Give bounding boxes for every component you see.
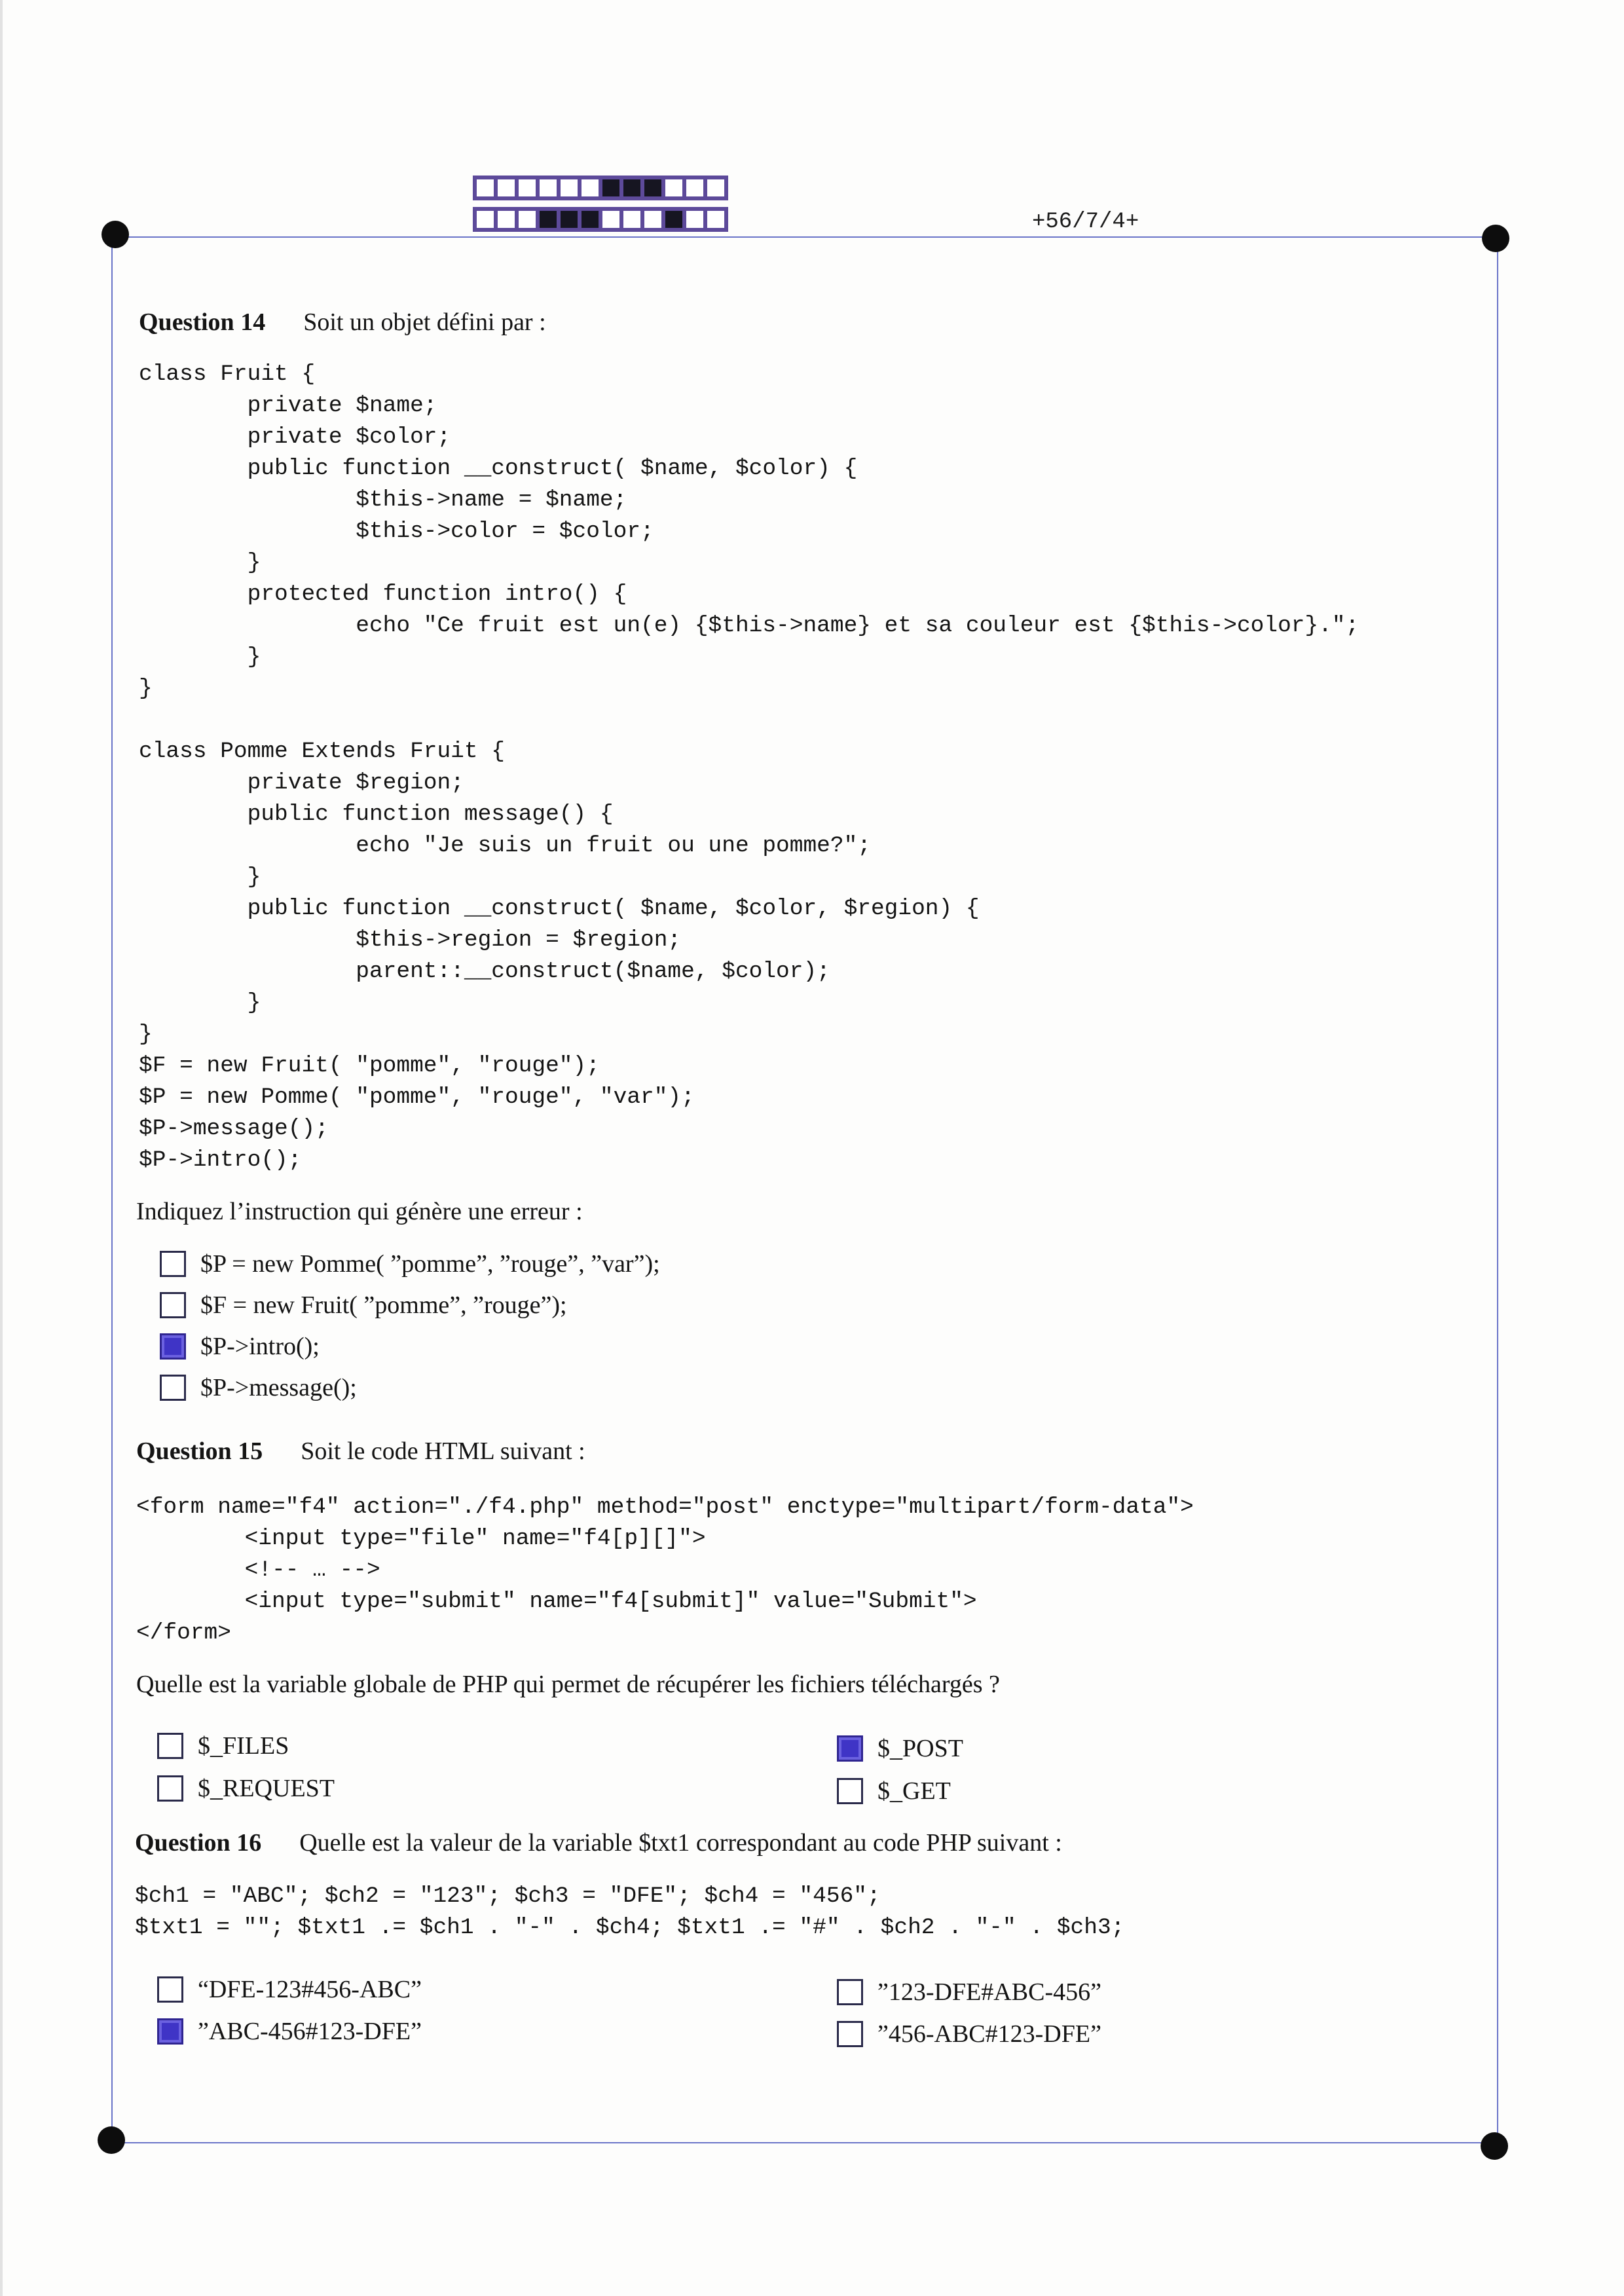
frame-right-line — [1497, 236, 1498, 2143]
q16-option-4-checkbox[interactable] — [837, 2021, 863, 2047]
q16-option-1-checkbox[interactable] — [157, 1976, 183, 2003]
q15-option-post-label: $_POST — [877, 1735, 963, 1762]
code-line: <input type="file" name="f4[p][]"> — [136, 1526, 706, 1551]
code-line: echo "Ce fruit est un(e) {$this->name} et sa couleur est {$this->color}."; — [139, 613, 1359, 639]
question-16-number: Question 16 — [135, 1829, 262, 1857]
barcode-row-top — [473, 176, 728, 200]
code-line: $P = new Pomme( "pomme", "rouge", "var"); — [139, 1084, 695, 1110]
barcode-cell — [496, 177, 517, 198]
barcode-cell — [580, 209, 600, 230]
question-15-header — [136, 1437, 585, 1466]
q15-option-files[interactable] — [157, 1731, 289, 1760]
code-line: public function __construct( $name, $color, $region) { — [139, 896, 980, 921]
q15-option-request[interactable] — [157, 1774, 335, 1803]
barcode-cell — [517, 209, 538, 230]
code-line: $ch1 = "ABC"; $ch2 = "123"; $ch3 = "DFE"; $ch4 = "456"; — [135, 1883, 881, 1909]
q16-option-3-label: ”ABC-456#123-DFE” — [198, 2018, 422, 2045]
code-line: private $color; — [139, 424, 451, 450]
code-line: <form name="f4" action="./f4.php" method="post" enctype="multipart/form-data"> — [136, 1494, 1194, 1520]
q14-option-1-label: $P = new Pomme( ”pomme”, ”rouge”, ”var”); — [200, 1250, 660, 1278]
question-15-prompt: Quelle est la variable globale de PHP qui permet de récupérer les fichiers téléchargés ? — [136, 1671, 1000, 1698]
code-line: public function __construct( $name, $color) { — [139, 456, 858, 481]
barcode-cell — [475, 209, 496, 230]
question-15-number: Question 15 — [136, 1437, 263, 1465]
barcode-cell — [621, 209, 642, 230]
corner-marker-top-right — [1482, 225, 1509, 252]
q16-option-3-checkbox[interactable] — [157, 2018, 183, 2045]
q16-option-2[interactable] — [837, 1978, 1101, 2007]
frame-left-line — [111, 236, 113, 2143]
q14-option-3[interactable] — [160, 1332, 320, 1361]
code-line: <!-- … --> — [136, 1557, 380, 1583]
code-line: $this->region = $region; — [139, 927, 682, 953]
q14-option-3-checkbox[interactable] — [160, 1333, 186, 1360]
corner-marker-top-left — [101, 221, 129, 248]
barcode-cell — [600, 209, 621, 230]
code-line: } — [139, 644, 261, 670]
question-16-code-block — [135, 1881, 1124, 1944]
question-14-code-block — [139, 359, 1359, 1176]
question-14-prompt: Indiquez l’instruction qui génère une erreur : — [136, 1198, 583, 1225]
code-line: private $region; — [139, 770, 464, 796]
code-line: $P->intro(); — [139, 1147, 302, 1173]
barcode-cell — [475, 177, 496, 198]
q14-option-4-label: $P->message(); — [200, 1374, 357, 1401]
q14-option-1-checkbox[interactable] — [160, 1251, 186, 1277]
barcode-row-bottom — [473, 207, 728, 232]
q15-option-files-label: $_FILES — [198, 1732, 289, 1760]
q14-option-3-label: $P->intro(); — [200, 1333, 320, 1360]
code-line — [139, 705, 1359, 736]
q16-option-1[interactable] — [157, 1975, 422, 2004]
code-line: $F = new Fruit( "pomme", "rouge"); — [139, 1053, 600, 1079]
barcode-cell — [642, 177, 663, 198]
barcode-cell — [600, 177, 621, 198]
q15-option-post-checkbox[interactable] — [837, 1735, 863, 1762]
q16-option-1-label: “DFE-123#456-ABC” — [198, 1976, 422, 2003]
code-line: </form> — [136, 1620, 231, 1646]
question-14-header — [139, 308, 546, 337]
barcode-cell — [705, 209, 726, 230]
code-line: echo "Je suis un fruit ou une pomme?"; — [139, 833, 871, 859]
code-line: } — [139, 1022, 153, 1047]
code-line: } — [139, 550, 261, 576]
question-15-statement: Soit le code HTML suivant : — [301, 1437, 585, 1465]
frame-bottom-line — [118, 2142, 1497, 2143]
barcode-cell — [621, 177, 642, 198]
q16-option-4-label: ”456-ABC#123-DFE” — [877, 2020, 1101, 2048]
barcode-cell — [580, 177, 600, 198]
frame-top-line — [118, 236, 1497, 238]
code-line: } — [139, 864, 261, 890]
barcode-cell — [684, 209, 705, 230]
corner-marker-bottom-left — [98, 2126, 125, 2154]
q14-option-1[interactable] — [160, 1250, 660, 1278]
code-line: $this->name = $name; — [139, 487, 627, 513]
q14-option-2-label: $F = new Fruit( ”pomme”, ”rouge”); — [200, 1291, 567, 1319]
q15-option-get[interactable] — [837, 1777, 951, 1805]
code-line: <input type="submit" name="f4[submit]" value="Submit"> — [136, 1589, 977, 1614]
code-line: public function message() { — [139, 802, 614, 827]
code-line: $P->message(); — [139, 1116, 329, 1141]
barcode-cell — [684, 177, 705, 198]
question-16-statement: Quelle est la valeur de la variable $txt1 correspondant au code PHP suivant : — [299, 1829, 1062, 1857]
barcode-cell — [642, 209, 663, 230]
question-14-statement: Soit un objet défini par : — [303, 308, 546, 336]
q14-option-4[interactable] — [160, 1373, 357, 1402]
q15-option-request-label: $_REQUEST — [198, 1775, 335, 1802]
corner-marker-bottom-right — [1481, 2132, 1508, 2160]
question-14-number: Question 14 — [139, 308, 266, 336]
code-line: parent::__construct($name, $color); — [139, 959, 830, 984]
page-left-edge — [0, 0, 3, 2296]
q16-option-2-label: ”123-DFE#ABC-456” — [877, 1978, 1101, 2006]
q14-option-2-checkbox[interactable] — [160, 1292, 186, 1318]
code-line: class Pomme Extends Fruit { — [139, 739, 505, 764]
code-line: } — [139, 676, 153, 701]
q16-option-2-checkbox[interactable] — [837, 1979, 863, 2005]
barcode-cell — [559, 209, 580, 230]
code-line: private $name; — [139, 393, 437, 418]
question-16-header — [135, 1828, 1062, 1857]
code-line: $txt1 = ""; $txt1 .= $ch1 . "-" . $ch4; $txt1 .= "#" . $ch2 . "-" . $ch3; — [135, 1915, 1125, 1940]
barcode-cell — [705, 177, 726, 198]
q16-option-4[interactable] — [837, 2020, 1101, 2048]
q15-option-post[interactable] — [837, 1734, 963, 1763]
code-line: class Fruit { — [139, 361, 316, 387]
barcode-cell — [559, 177, 580, 198]
q15-option-get-label: $_GET — [877, 1777, 951, 1805]
barcode-cell — [663, 177, 684, 198]
q16-option-3[interactable] — [157, 2017, 422, 2046]
q15-option-get-checkbox[interactable] — [837, 1778, 863, 1804]
q14-option-2[interactable] — [160, 1291, 567, 1320]
q14-option-4-checkbox[interactable] — [160, 1375, 186, 1401]
barcode-cell — [663, 209, 684, 230]
code-line: $this->color = $color; — [139, 519, 654, 544]
code-line: protected function intro() { — [139, 582, 627, 607]
code-line: } — [139, 990, 261, 1016]
barcode-cell — [538, 209, 559, 230]
q15-option-files-checkbox[interactable] — [157, 1733, 183, 1759]
copy-id: +56/7/4+ — [1032, 210, 1139, 234]
barcode-cell — [496, 209, 517, 230]
question-15-code-block — [136, 1492, 1194, 1649]
barcode-cell — [538, 177, 559, 198]
q15-option-request-checkbox[interactable] — [157, 1775, 183, 1802]
barcode-cell — [517, 177, 538, 198]
